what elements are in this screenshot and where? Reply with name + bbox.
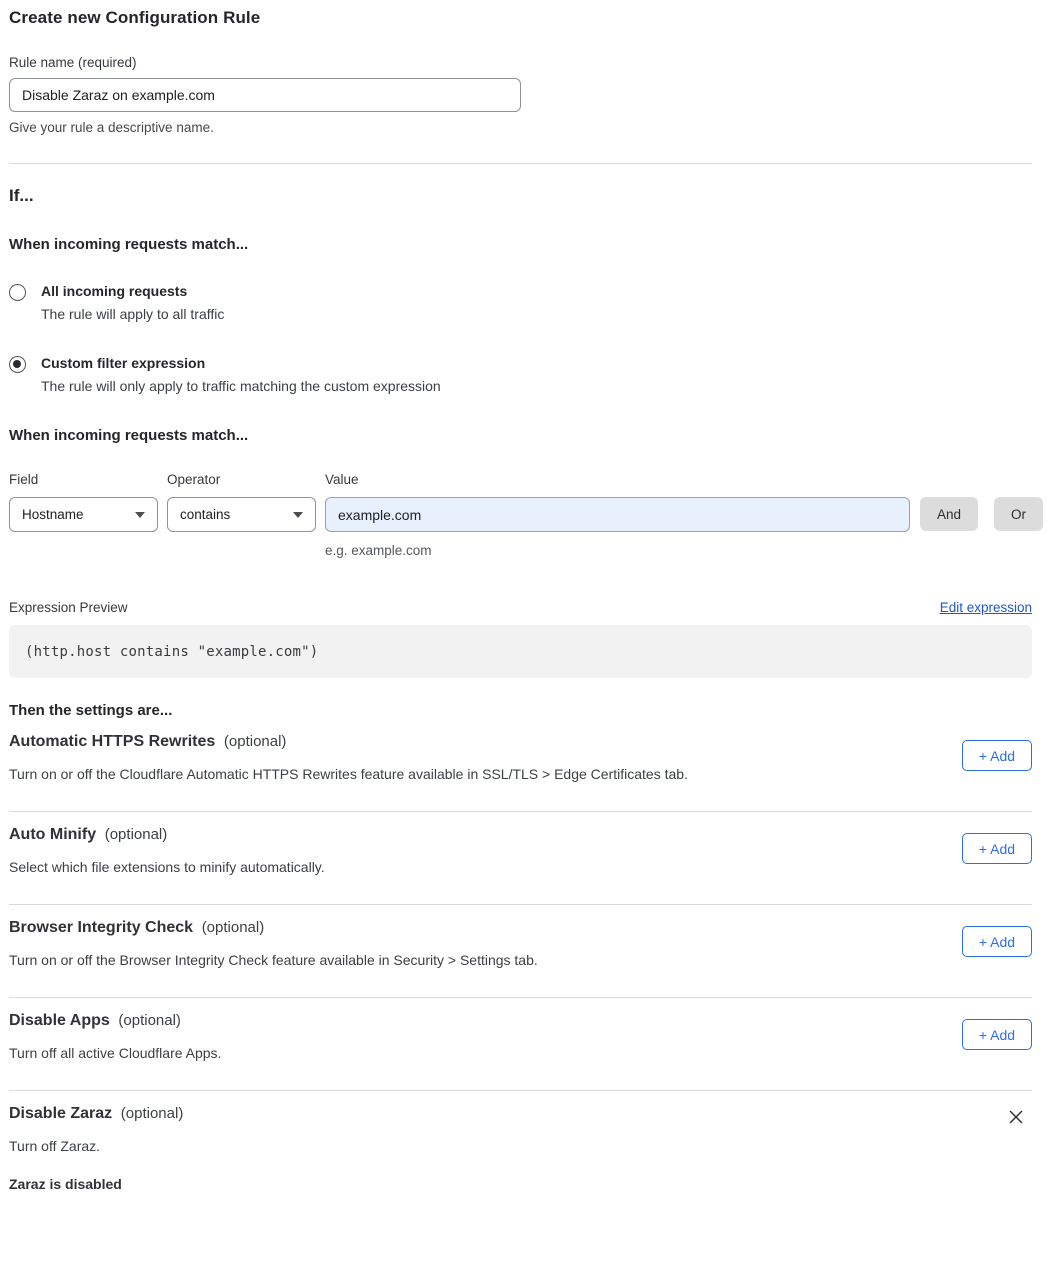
request-match-radio-group — [9, 283, 1032, 394]
setting-description: Turn off all active Cloudflare Apps. — [9, 1045, 222, 1061]
operator-select[interactable] — [167, 497, 316, 532]
rule-name-label: Rule name (required) — [9, 55, 137, 70]
setting-title: Disable Apps — [9, 1012, 110, 1029]
chevron-down-icon — [293, 512, 303, 518]
expression-builder-heading: When incoming requests match... — [9, 427, 249, 444]
remove-disable-zaraz-button[interactable] — [1006, 1107, 1026, 1127]
setting-optional-tag: (optional) — [223, 733, 287, 750]
setting-optional-tag: (optional) — [201, 919, 265, 936]
edit-expression-link[interactable]: Edit expression — [939, 600, 1032, 615]
radio-description: The rule will only apply to traffic matching the custom expression — [41, 378, 441, 394]
expression-preview-label: Expression Preview — [9, 600, 128, 615]
setting-browser-integrity-check — [9, 905, 1032, 998]
setting-optional-tag: (optional) — [120, 1105, 184, 1122]
value-helper: e.g. example.com — [325, 543, 432, 558]
radio-label: Custom filter expression — [41, 355, 206, 371]
chevron-down-icon — [135, 512, 145, 518]
radio-custom-filter-expression[interactable] — [9, 355, 1032, 394]
page-title: Create new Configuration Rule — [9, 8, 261, 27]
field-label: Field — [9, 472, 39, 487]
setting-description: Turn on or off the Cloudflare Automatic HTTPS Rewrites feature available in SSL/TLS > Edge Certificates tab. — [9, 766, 688, 782]
radio-all-incoming-requests[interactable] — [9, 283, 1032, 322]
radio-description: The rule will apply to all traffic — [41, 306, 225, 322]
expression-preview-header — [9, 600, 1032, 615]
radio-label: All incoming requests — [41, 283, 188, 299]
and-button[interactable]: And — [920, 497, 978, 531]
rule-name-helper: Give your rule a descriptive name. — [9, 120, 214, 135]
value-label: Value — [325, 472, 359, 487]
radio-selected-icon[interactable] — [9, 356, 26, 373]
operator-select-value: contains — [180, 507, 231, 522]
setting-automatic-https-rewrites — [9, 719, 1032, 812]
then-settings-heading: Then the settings are... — [9, 702, 173, 719]
setting-description: Turn off Zaraz. — [9, 1138, 101, 1154]
add-automatic-https-rewrites-button[interactable]: + Add — [962, 740, 1032, 771]
add-disable-apps-button[interactable]: + Add — [962, 1019, 1032, 1050]
expression-builder-row — [9, 472, 1032, 558]
section-divider — [9, 163, 1032, 164]
zaraz-status-text: Zaraz is disabled — [9, 1176, 122, 1192]
setting-optional-tag: (optional) — [118, 1012, 181, 1029]
field-select[interactable] — [9, 497, 158, 532]
field-select-value: Hostname — [22, 507, 84, 522]
setting-disable-zaraz — [9, 1091, 1032, 1221]
incoming-match-heading: When incoming requests match... — [9, 236, 249, 253]
value-input[interactable] — [325, 497, 910, 532]
if-heading: If... — [9, 186, 34, 205]
setting-optional-tag: (optional) — [104, 826, 168, 843]
setting-auto-minify — [9, 812, 1032, 905]
add-auto-minify-button[interactable]: + Add — [962, 833, 1032, 864]
setting-title: Automatic HTTPS Rewrites — [9, 733, 216, 750]
close-icon — [1007, 1108, 1025, 1126]
setting-disable-apps — [9, 998, 1032, 1091]
radio-unselected-icon[interactable] — [9, 284, 26, 301]
setting-description: Turn on or off the Browser Integrity Check feature available in Security > Settings tab. — [9, 952, 538, 968]
rule-name-input[interactable] — [9, 78, 521, 112]
operator-label: Operator — [167, 472, 221, 487]
add-browser-integrity-check-button[interactable]: + Add — [962, 926, 1032, 957]
or-button[interactable]: Or — [994, 497, 1043, 531]
setting-title: Browser Integrity Check — [9, 919, 194, 936]
setting-description: Select which file extensions to minify automatically. — [9, 859, 325, 875]
setting-title: Disable Zaraz — [9, 1105, 113, 1122]
setting-title: Auto Minify — [9, 826, 97, 843]
expression-preview-code: (http.host contains "example.com") — [9, 625, 1032, 678]
